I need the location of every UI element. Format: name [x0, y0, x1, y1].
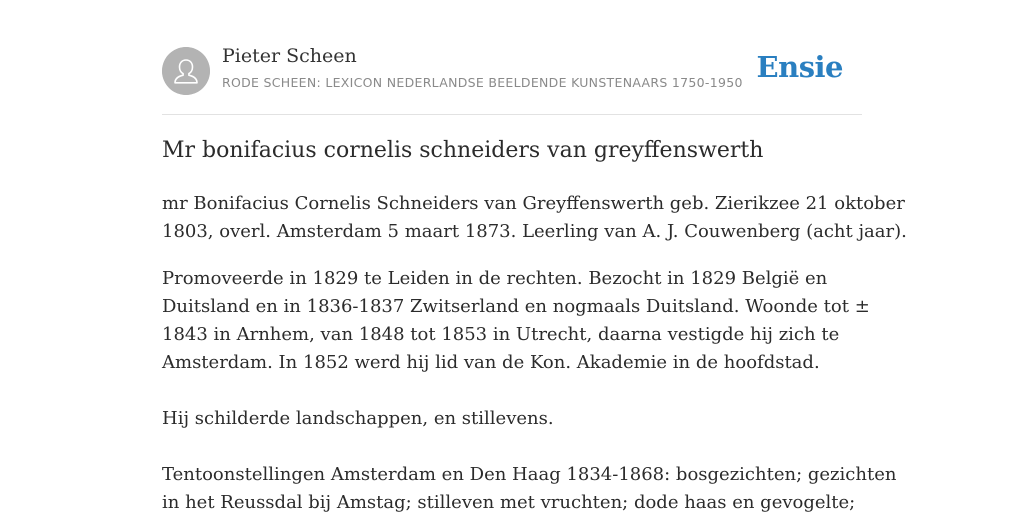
article-paragraph — [162, 405, 862, 433]
paragraph-line: in het Reussdal bij Amstag; stilleven met vruchten; dode haas en gevogelte; — [162, 492, 856, 512]
article-container — [162, 0, 907, 512]
paragraph-line: Amsterdam. In 1852 werd hij lid van de Kon. Akademie in de hoofdstad. — [162, 352, 820, 373]
author-avatar[interactable] — [162, 47, 210, 95]
ensie-logo[interactable]: Ensie — [756, 50, 843, 84]
paragraph-line: 1803, overl. Amsterdam 5 maart 1873. Leerling van A. J. Couwenberg (acht jaar). — [162, 221, 907, 242]
paragraph-line: Promoveerde in 1829 te Leiden in de rechten. Bezocht in 1829 België en — [162, 268, 828, 289]
author-name[interactable]: Pieter Scheen — [222, 45, 357, 67]
paragraph-line: 1843 in Arnhem, van 1848 tot 1853 in Utrecht, daarna vestigde hij zich te — [162, 324, 840, 345]
user-silhouette-icon — [162, 47, 210, 95]
article-paragraph — [162, 265, 870, 377]
source-label[interactable]: RODE SCHEEN: LEXICON NEDERLANDSE BEELDENDE KUNSTENAARS 1750-1950 — [222, 75, 743, 90]
article-paragraph — [162, 190, 907, 246]
paragraph-line: Duitsland en in 1836-1837 Zwitserland en nogmaals Duitsland. Woonde tot ± — [162, 296, 870, 317]
article-paragraph — [162, 461, 897, 512]
article-title: Mr bonifacius cornelis schneiders van greyffenswerth — [162, 138, 764, 163]
paragraph-line: mr Bonifacius Cornelis Schneiders van Greyffenswerth geb. Zierikzee 21 oktober — [162, 193, 905, 214]
author-header — [162, 0, 862, 115]
paragraph-line: Tentoonstellingen Amsterdam en Den Haag 1834-1868: bosgezichten; gezichten — [162, 464, 897, 485]
paragraph-line: Hij schilderde landschappen, en stillevens. — [162, 408, 554, 429]
